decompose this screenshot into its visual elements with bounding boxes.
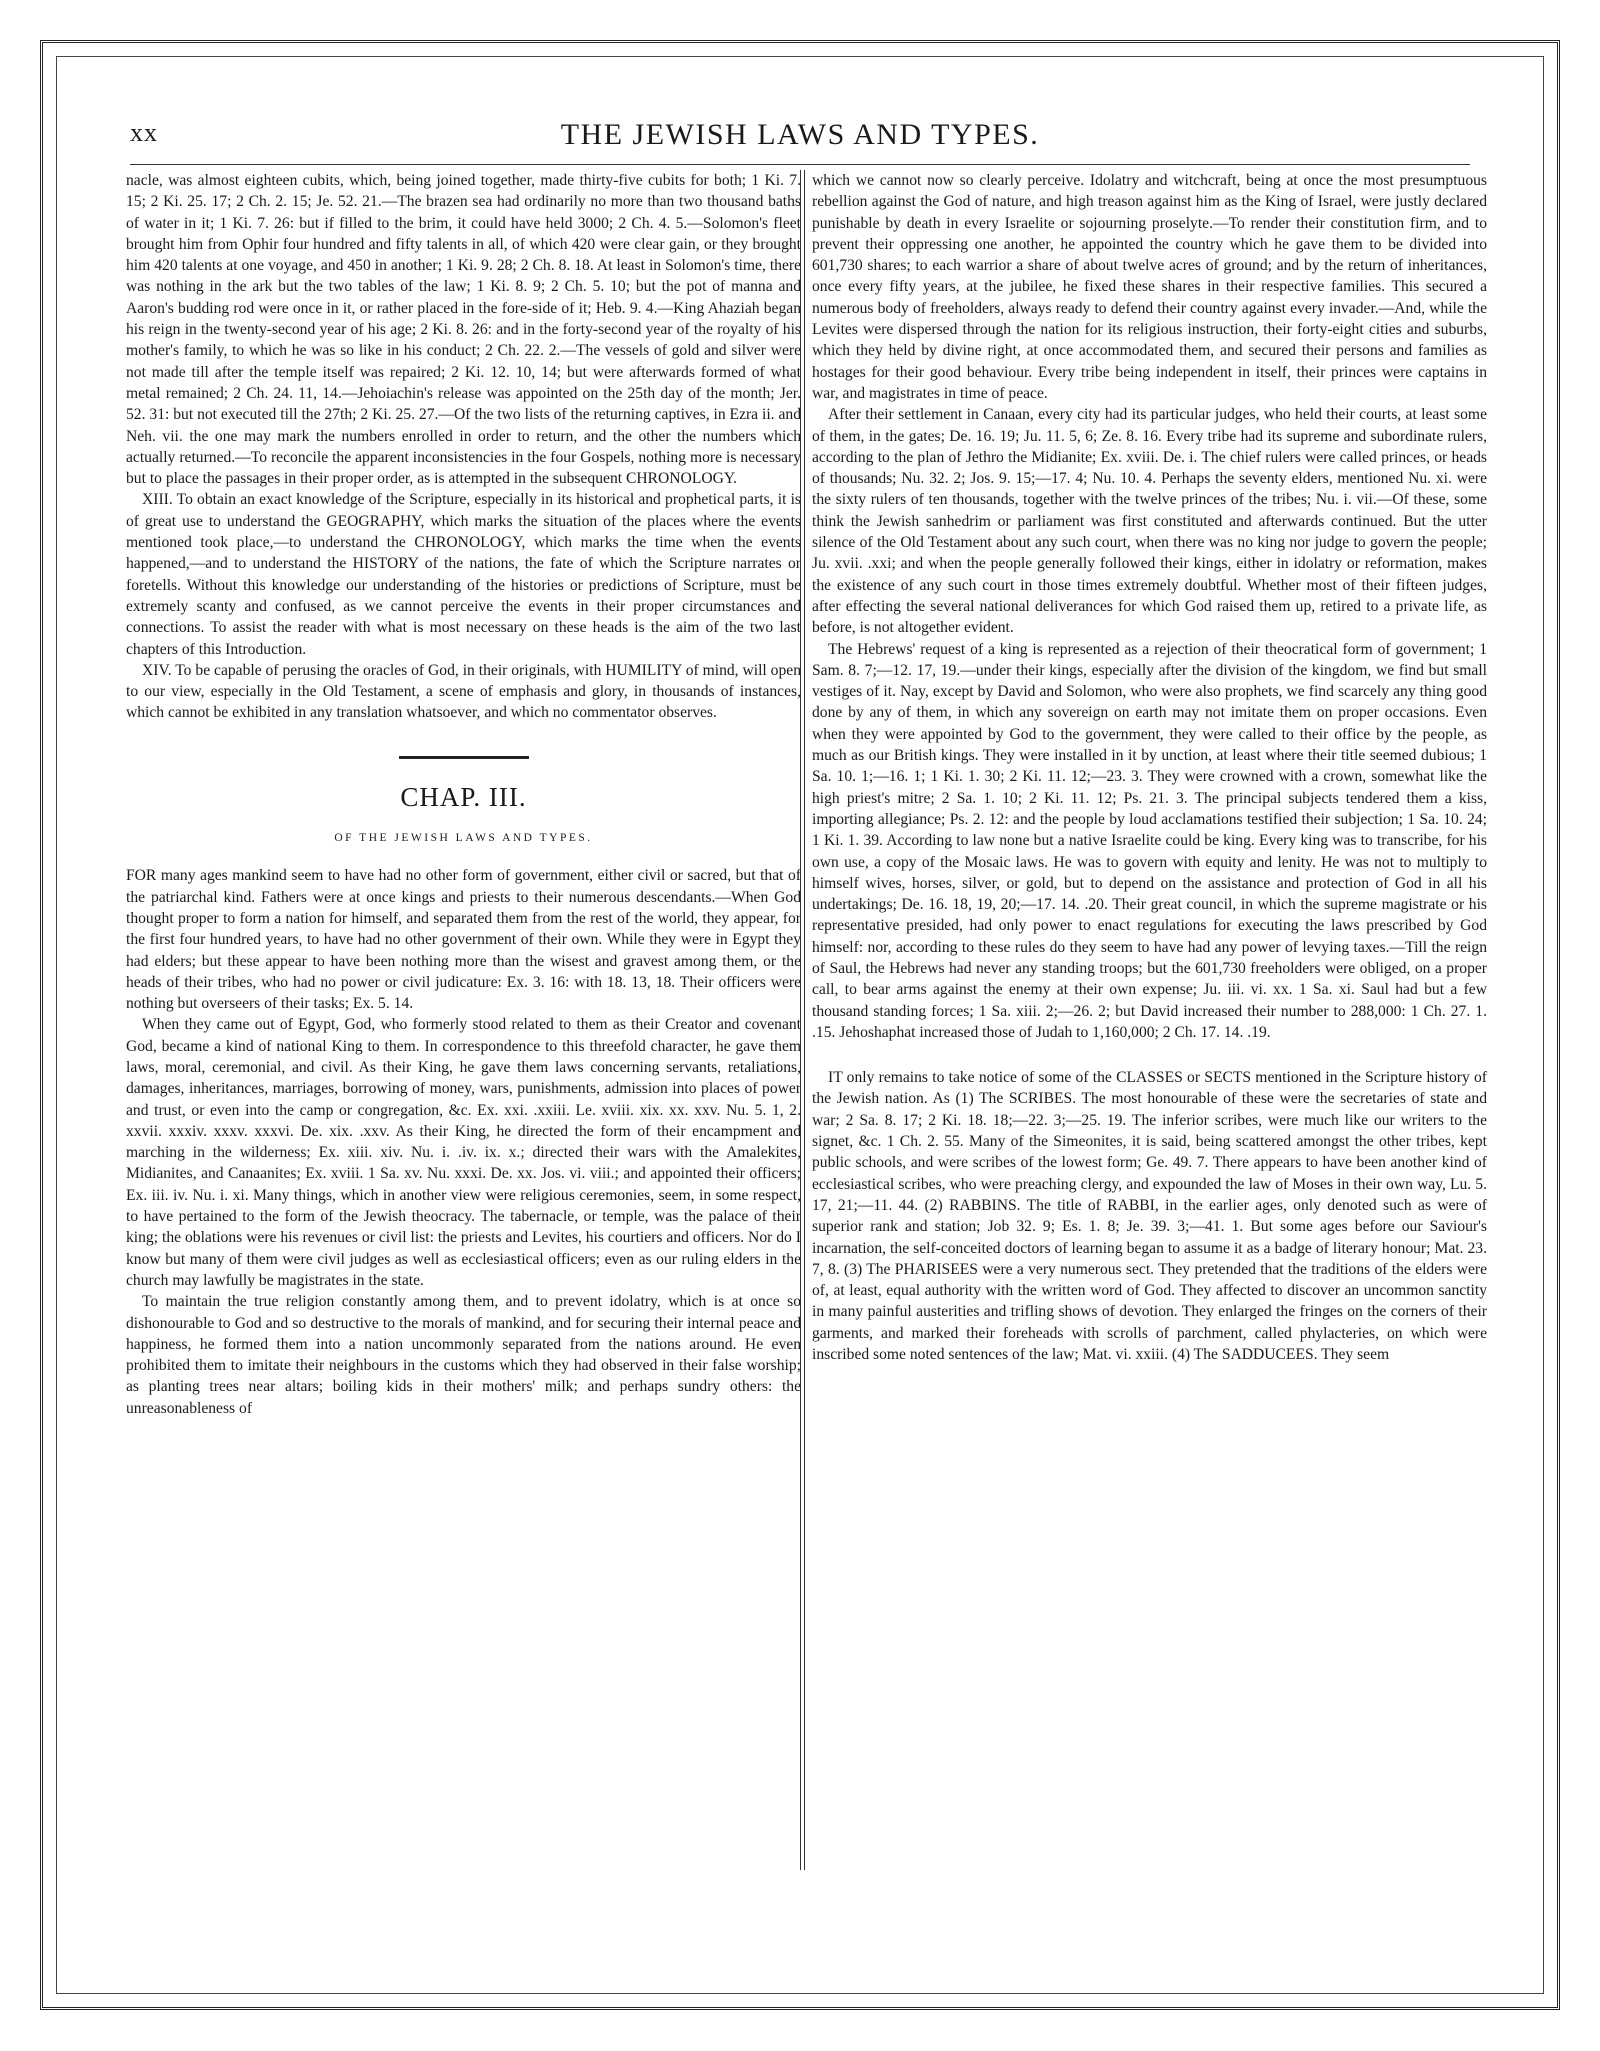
left-column [126, 170, 801, 1419]
chapter-heading: CHAP. III. [400, 781, 527, 812]
paragraph: XIII. To obtain an exact knowledge of the Scripture, especially in its historical and prophetical parts, it is of great use to understand the GEOGRAPHY, which marks the situation of the places where the events mentioned took place,—to understand the CHRONOLOGY, which marks the time when the events happened,—and to understand the HISTORY of the nations, the fate of which the Scripture narrates or foretells. Without this knowledge our understanding of the histories or predictions of Scripture, must be extremely scanty and confused, as we cannot perceive the events in their proper circumstances and connections. To assist the reader with what is most necessary on these heads is the aim of the two last chapters of this Introduction. [126, 491, 801, 658]
paragraph: After their settlement in Canaan, every city had its particular judges, who held their courts, at least some of them, in the gates; De. 16. 19; Ju. 11. 5, 6; Ze. 8. 16. Every tribe had its supreme and subordinate rulers, according to the plan of Jethro the Midianite; Ex. xviii. De. i. The chief rulers were called princes, or heads of thousands; Nu. 32. 2; Jos. 9. 15;—17. 4; Nu. 10. 4. Perhaps the seventy elders, mentioned Nu. xi. were the sixty rulers of ten thousands, together with the twelve princes of the tribes; Nu. i. vii.—Of these, some think the Jewish sanhedrim or parliament was first constituted and afterwards continued. But the utter silence of the Old Testament about any such court, when there was no king nor judge to govern the people; Ju. xvii. .xxi; and when the people generally followed their kings, either in idolatry or reformation, makes the existence of any such court in those times extremely doubtful. Whether most of their fifteen judges, after effecting the several national deliverances for which God raised them up, retired to a private life, as before, is not altogether evident. [812, 406, 1487, 637]
paragraph: The Hebrews' request of a king is represented as a rejection of their theocratical form of government; 1 Sam. 8. 7;—12. 17, 19.—under their kings, especially after the division of the kingdom, we find but small vestiges of it. Nay, except by David and Solomon, who were also prophets, we find scarcely any thing good done by any of them, in which any sovereign on earth may not imitate them on proper occasions. Even when they were appointed by God to the government, they were called to their office by the people, as much as our British kings. They were installed in it by unction, at least where their title seemed dubious; 1 Sa. 10. 1;—16. 1; 1 Ki. 1. 30; 2 Ki. 11. 12;—23. 3. They were crowned with a crown, somewhat like the high priest's mitre; 2 Sa. 1. 10; 2 Ki. 11. 12; Ps. 21. 3. The principal subjects tendered them a kiss, importing allegiance; Ps. 2. 12: and the people by loud acclamations testified their subjection; 1 Sa. 10. 24; 1 Ki. 1. 39. According to law none but a native Israelite could be king. Every king was to transcribe, for his own use, a copy of the Mosaic laws. He was to govern with equity and lenity. He was not to multiply to himself wives, horses, silver, or gold, but to depend on the assistance and protection of God in all his undertakings; De. 16. 18, 19, 20;—17. 14. .20. Their great council, in which the supreme magistrate or his representative presided, had only power to enact regulations for executing the laws prescribed by God himself: nor, according to these rules do they seem to have had any power of levying taxes.—Till the reign of Saul, the Hebrews had never any standing troops; but the 601,730 freeholders were obliged, on a proper call, to bear arms against the enemy at their own expense; Ju. iii. vi. xx. 1 Sa. xi. Saul had but a few thousand standing forces; 1 Sa. xiii. 2;—26. 2; but David increased their number to 288,000: 1 Ch. 27. 1. .15. Jehoshaphat increased those of Judah to 1,160,000; 2 Ch. 17. 14. .19. [812, 640, 1487, 1041]
paragraph: nacle, was almost eighteen cubits, which, being joined together, made thirty-five cubits for both; 1 Ki. 7. 15; 2 Ki. 25. 17; 2 Ch. 2. 15; Je. 52. 21.—The brazen sea had ordinarily no more than two thousand baths of water in it; 1 Ki. 7. 26: but if filled to the brim, it could have held 3000; 2 Ch. 4. 5.—Solomon's fleet brought him from Ophir four hundred and fifty talents in all, of which 420 were clear gain, or they brought him 420 talents at one voyage, and 450 in another; 1 Ki. 9. 28; 2 Ch. 8. 18. At least in Solomon's time, there was nothing in the ark but the two tables of the law; 1 Ki. 8. 9; 2 Ch. 5. 10; but the pot of manna and Aaron's budding rod were once in it, or rather placed in the fore-side of it; Heb. 9. 4.—King Ahaziah began his reign in the twenty-second year of his age; 2 Ki. 8. 26: and in the forty-second year of the royalty of his mother's family, to which he was so like in his conduct; 2 Ch. 22. 2.—The vessels of gold and silver were not made till after the temple itself was repaired; 2 Ki. 12. 10, 14; but were afterwards formed of what metal remained; 2 Ch. 24. 11, 14.—Jehoiachin's release was appointed on the 25th day of the month; Jer. 52. 31: but not executed till the 27th; 2 Ki. 25. 27.—Of the two lists of the returning captives, in Ezra ii. and Neh. vii. the one may mark the numbers enrolled in order to return, and the other the numbers which actually returned.—To reconcile the apparent inconsistencies in the four Gospels, nothing more is necessary but to place the passages in their proper order, as is attempted in the subsequent CHRONOLOGY. [126, 172, 801, 488]
section-divider [399, 756, 529, 759]
column-divider [800, 170, 805, 1870]
right-column [812, 170, 1487, 1365]
page-header [130, 118, 1470, 158]
page-number: xx [130, 118, 158, 147]
chapter-subtitle: OF THE JEWISH LAWS AND TYPES. [334, 832, 593, 845]
paragraph: IT only remains to take notice of some of the CLASSES or SECTS mentioned in the Scripture history of the Jewish nation. As (1) The SCRIBES. The most honourable of these were the secretaries of state and war; 2 Sa. 8. 17; 2 Ki. 18. 18;—22. 3;—25. 19. The inferior scribes, were much like our writers to the signet, &c. 1 Ch. 2. 55. Many of the Simeonites, it is said, being scattered amongst the other tribes, kept public schools, and were scribes of the lowest form; Ge. 49. 7. There appears to have been another kind of ecclesiastical scribes, who were preaching clergy, and expounded the law of Moses in their own way, Lu. 5. 17, 21;—11. 44. (2) RABBINS. The title of RABBI, in the earlier ages, only denoted such as were of superior rank and station; Job 32. 9; Es. 1. 8; Je. 39. 3;—41. 1. But some ages before our Saviour's incarnation, the self-conceited doctors of learning began to assume it as a badge of literary honour; Mat. 23. 7, 8. (3) The PHARISEES were a very numerous sect. They pretended that the traditions of the elders were of, at least, equal authority with the written word of God. They affected to discover an uncommon sanctity in many painful austerities and trifling shows of devotion. They enlarged the fringes on the corners of their garments, and marked their foreheads with scrolls of parchment, called phylacteries, on which were inscribed some noted sentences of the law; Mat. vi. xxiii. (4) The SADDUCEES. They seem [812, 1069, 1487, 1364]
running-head: THE JEWISH LAWS AND TYPES. [560, 118, 1040, 151]
paragraph: When they came out of Egypt, God, who formerly stood related to them as their Creator and covenant God, became a kind of national King to them. In correspondence to this threefold character, he gave them laws, moral, ceremonial, and civil. As their King, he gave them laws concerning servants, retaliations, damages, inheritances, marriages, borrowing of money, wars, punishments, admission into places of power and trust, or even into the camp or congregation, &c. Ex. xxi. .xxiii. Le. xviii. xix. xx. xxv. Nu. 5. 1, 2. xxvii. xxxiv. xxxv. xxxvi. De. xix. .xxv. As their King, he directed the form of their encampment and marching in the wilderness; Ex. xiii. xiv. Nu. i. .iv. ix. x.; directed their wars with the Amalekites, Midianites, and Canaanites; Ex. xviii. 1 Sa. xv. Nu. xxxi. De. xx. Jos. vi. viii.; and appointed their officers; Ex. iii. iv. Nu. i. xi. Many things, which in another view were religious ceremonies, seem, in some respect, to have pertained to the form of the Jewish theocracy. The tabernacle, or temple, was the palace of their king; the oblations were his revenues or civil list: the priests and Levites, his courtiers and officers. Nor do I know but many of them were civil judges as well as ecclesiastical officers; even as our ruling elders in the church may lawfully be magistrates in the state. [126, 1016, 801, 1289]
paragraph: XIV. To be capable of perusing the oracles of God, in their originals, with HUMILITY of mind, will open to our view, especially in the Old Testament, a scene of emphasis and glory, in thousands of instances, which cannot be exhibited in any translation whatsoever, and which no commentator observes. [126, 661, 801, 722]
paragraph: FOR many ages mankind seem to have had no other form of government, either civil or sacred, but that of the patriarchal kind. Fathers were at once kings and priests to their numerous descendants.—When God thought proper to form a nation for himself, and separated them from the rest of the world, they appear, for the first four hundred years, to have had no other government of their own. While they were in Egypt they had elders; but these appear to have been nothing more than the wisest and gravest among them, or the heads of their tribes, who had no power or civil judicature: Ex. 3. 16: with 18. 13, 18. Their officers were nothing but overseers of their tasks; Ex. 5. 14. [126, 867, 801, 1013]
header-rule [130, 164, 1470, 165]
paragraph: To maintain the true religion constantly among them, and to prevent idolatry, which is at once so dishonourable to God and so destructive to the morals of mankind, and for securing their internal peace and happiness, he formed them into a nation uncommonly separated from the nations around. He even prohibited them to imitate their neighbours in the customs which they had observed in their false worship; as planting trees near altars; boiling kids in their mothers' milk; and perhaps sundry others: the unreasonableness of [126, 1293, 801, 1417]
paragraph: which we cannot now so clearly perceive. Idolatry and witchcraft, being at once the most presumptuous rebellion against the God of nature, and high treason against him as the King of Israel, were justly declared punishable by death in every Israelite or sojourning proselyte.—To render their constitution firm, and to prevent their oppressing one another, he appointed the country which he gave them to be divided into 601,730 shares; to each warrior a share of about twelve acres of ground; and by the return of inheritances, once every fifty years, at the jubilee, he fixed these shares in their respective families. This secured a numerous body of freeholders, always ready to defend their country against every invader.—And, while the Levites were dispersed through the nation for its religious instruction, their forty-eight cities and suburbs, which they held by divine right, at once accommodated them, and secured their persons and families as hostages for their good behaviour. Every tribe being independent in itself, their princes were captains in war, and magistrates in time of peace. [812, 172, 1487, 402]
